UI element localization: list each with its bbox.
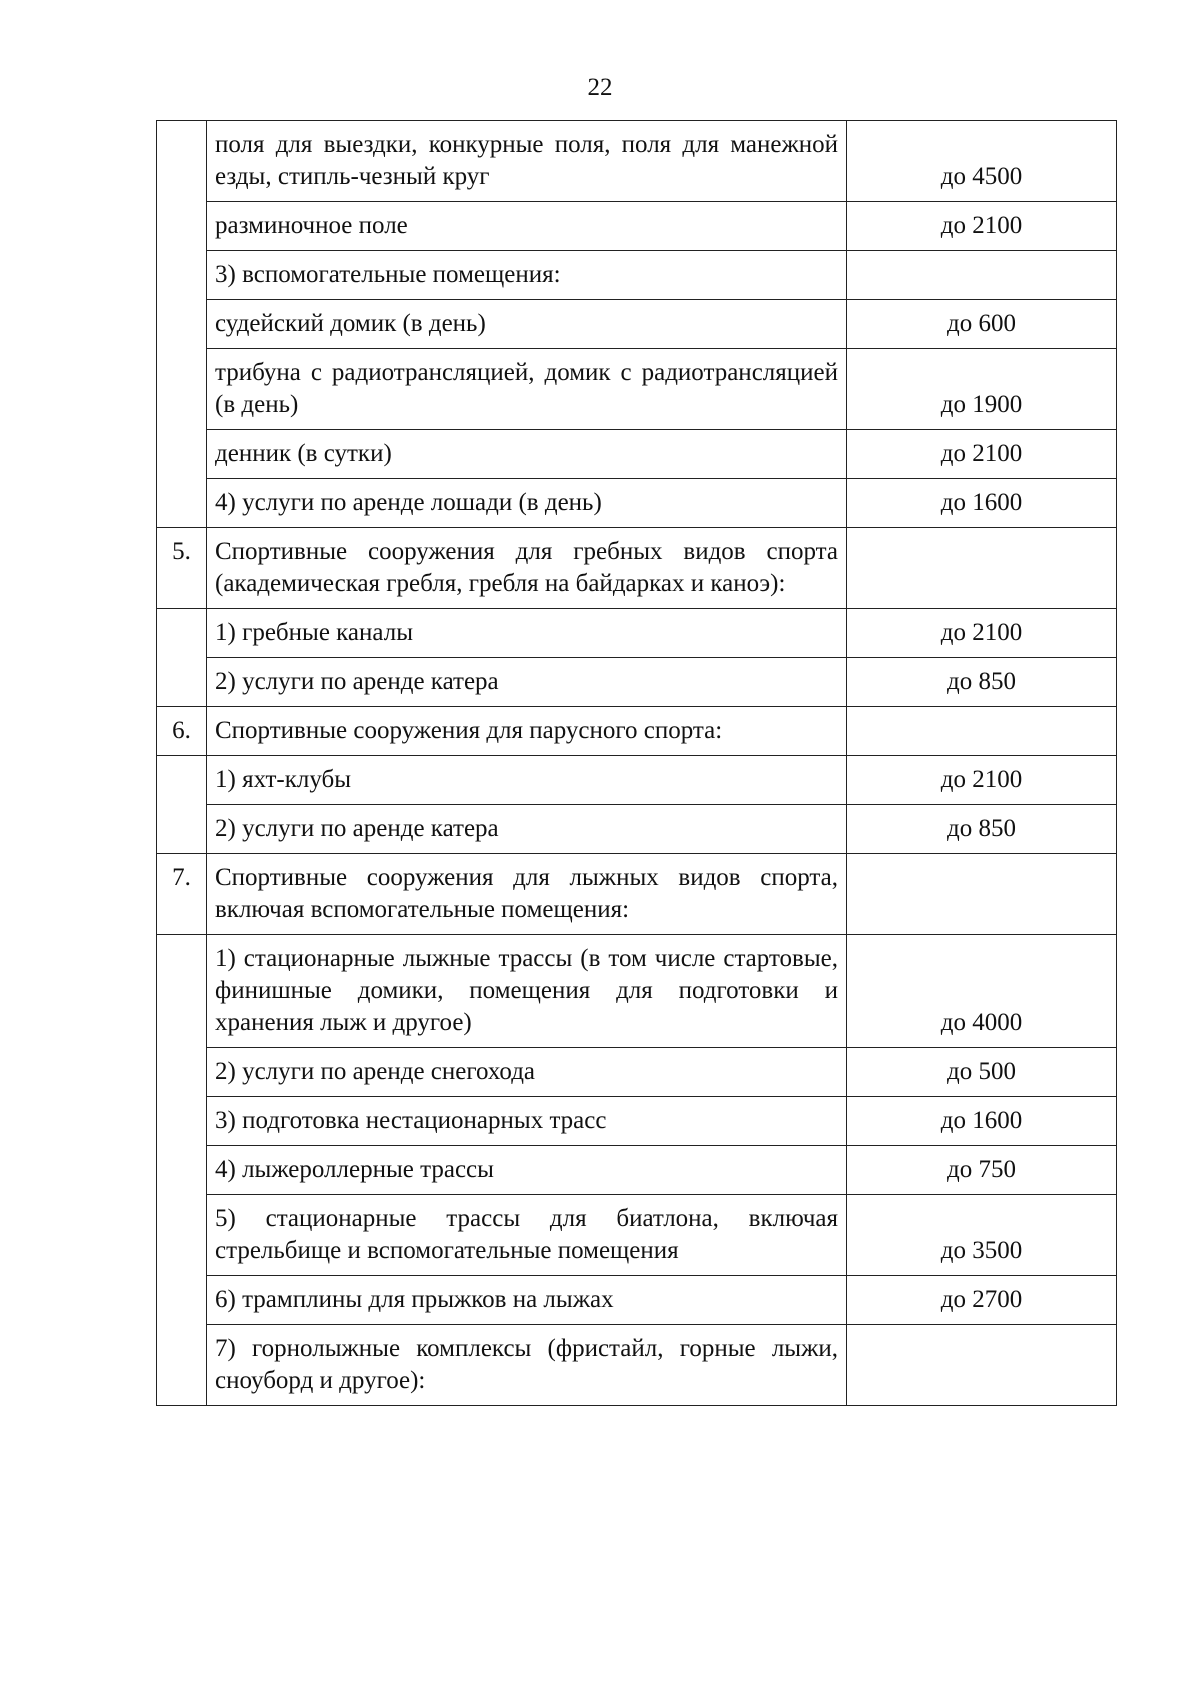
table-row	[157, 202, 1117, 251]
row-number	[157, 609, 207, 658]
row-number	[157, 805, 207, 854]
price-value	[847, 707, 1117, 756]
price-value: до 1600	[847, 479, 1117, 528]
service-name: 3) вспомогательные помещения:	[207, 251, 847, 300]
service-name: 5) стационарные трассы для биатлона, включая стрельбище и вспомогательные помещения	[207, 1195, 847, 1276]
row-number	[157, 1195, 207, 1276]
service-name: Спортивные сооружения для лыжных видов спорта, включая вспомогательные помещения:	[207, 854, 847, 935]
row-number	[157, 1325, 207, 1406]
table-row	[157, 349, 1117, 430]
row-number	[157, 1276, 207, 1325]
row-number	[157, 1097, 207, 1146]
service-name: 3) подготовка нестационарных трасс	[207, 1097, 847, 1146]
row-number	[157, 1048, 207, 1097]
service-name: 1) яхт-клубы	[207, 756, 847, 805]
service-name: 1) стационарные лыжные трассы (в том числе стартовые, финишные домики, помещения для подготовки и хранения лыж и другое)	[207, 935, 847, 1048]
row-number	[157, 658, 207, 707]
price-value: до 500	[847, 1048, 1117, 1097]
table-row	[157, 1097, 1117, 1146]
row-number	[157, 1146, 207, 1195]
price-value: до 1600	[847, 1097, 1117, 1146]
service-name: 2) услуги по аренде катера	[207, 805, 847, 854]
table-row	[157, 1195, 1117, 1276]
row-number	[157, 121, 207, 202]
price-value: до 850	[847, 658, 1117, 707]
row-number	[157, 479, 207, 528]
price-value: до 4500	[847, 121, 1117, 202]
price-value: до 4000	[847, 935, 1117, 1048]
service-name: 4) услуги по аренде лошади (в день)	[207, 479, 847, 528]
table-row	[157, 528, 1117, 609]
service-name: Спортивные сооружения для парусного спорта:	[207, 707, 847, 756]
row-number	[157, 430, 207, 479]
table-row	[157, 251, 1117, 300]
service-name: 4) лыжероллерные трассы	[207, 1146, 847, 1195]
row-number	[157, 202, 207, 251]
table-row	[157, 756, 1117, 805]
service-name: поля для выездки, конкурные поля, поля для манежной езды, стипль-чезный круг	[207, 121, 847, 202]
table-row	[157, 1048, 1117, 1097]
price-value	[847, 528, 1117, 609]
row-number: 5.	[157, 528, 207, 609]
price-table	[156, 120, 1117, 1406]
table-row	[157, 1325, 1117, 1406]
table-row	[157, 854, 1117, 935]
price-value: до 2100	[847, 756, 1117, 805]
row-number	[157, 756, 207, 805]
price-value: до 2700	[847, 1276, 1117, 1325]
service-name: денник (в сутки)	[207, 430, 847, 479]
price-value	[847, 854, 1117, 935]
table-row	[157, 479, 1117, 528]
table-row	[157, 121, 1117, 202]
table-row	[157, 805, 1117, 854]
price-value	[847, 251, 1117, 300]
price-value: до 1900	[847, 349, 1117, 430]
service-name: 1) гребные каналы	[207, 609, 847, 658]
service-name: 7) горнолыжные комплексы (фристайл, горные лыжи, сноуборд и другое):	[207, 1325, 847, 1406]
table-row	[157, 300, 1117, 349]
table-row	[157, 430, 1117, 479]
price-value: до 2100	[847, 430, 1117, 479]
row-number	[157, 300, 207, 349]
price-value: до 750	[847, 1146, 1117, 1195]
price-value: до 850	[847, 805, 1117, 854]
service-name: 2) услуги по аренде катера	[207, 658, 847, 707]
row-number	[157, 349, 207, 430]
table-row	[157, 658, 1117, 707]
row-number	[157, 251, 207, 300]
service-name: 2) услуги по аренде снегохода	[207, 1048, 847, 1097]
page-number: 22	[587, 74, 613, 101]
table-row	[157, 1146, 1117, 1195]
table-row	[157, 1276, 1117, 1325]
service-name: трибуна с радиотрансляцией, домик с радиотрансляцией (в день)	[207, 349, 847, 430]
service-name: разминочное поле	[207, 202, 847, 251]
service-name: судейский домик (в день)	[207, 300, 847, 349]
row-number: 6.	[157, 707, 207, 756]
price-table-body	[157, 121, 1117, 1406]
table-row	[157, 609, 1117, 658]
table-row	[157, 935, 1117, 1048]
price-value	[847, 1325, 1117, 1406]
price-value: до 600	[847, 300, 1117, 349]
row-number: 7.	[157, 854, 207, 935]
price-value: до 2100	[847, 609, 1117, 658]
row-number	[157, 935, 207, 1048]
price-value: до 3500	[847, 1195, 1117, 1276]
service-name: Спортивные сооружения для гребных видов спорта (академическая гребля, гребля на байдарках и каноэ):	[207, 528, 847, 609]
service-name: 6) трамплины для прыжков на лыжах	[207, 1276, 847, 1325]
price-value: до 2100	[847, 202, 1117, 251]
table-row	[157, 707, 1117, 756]
